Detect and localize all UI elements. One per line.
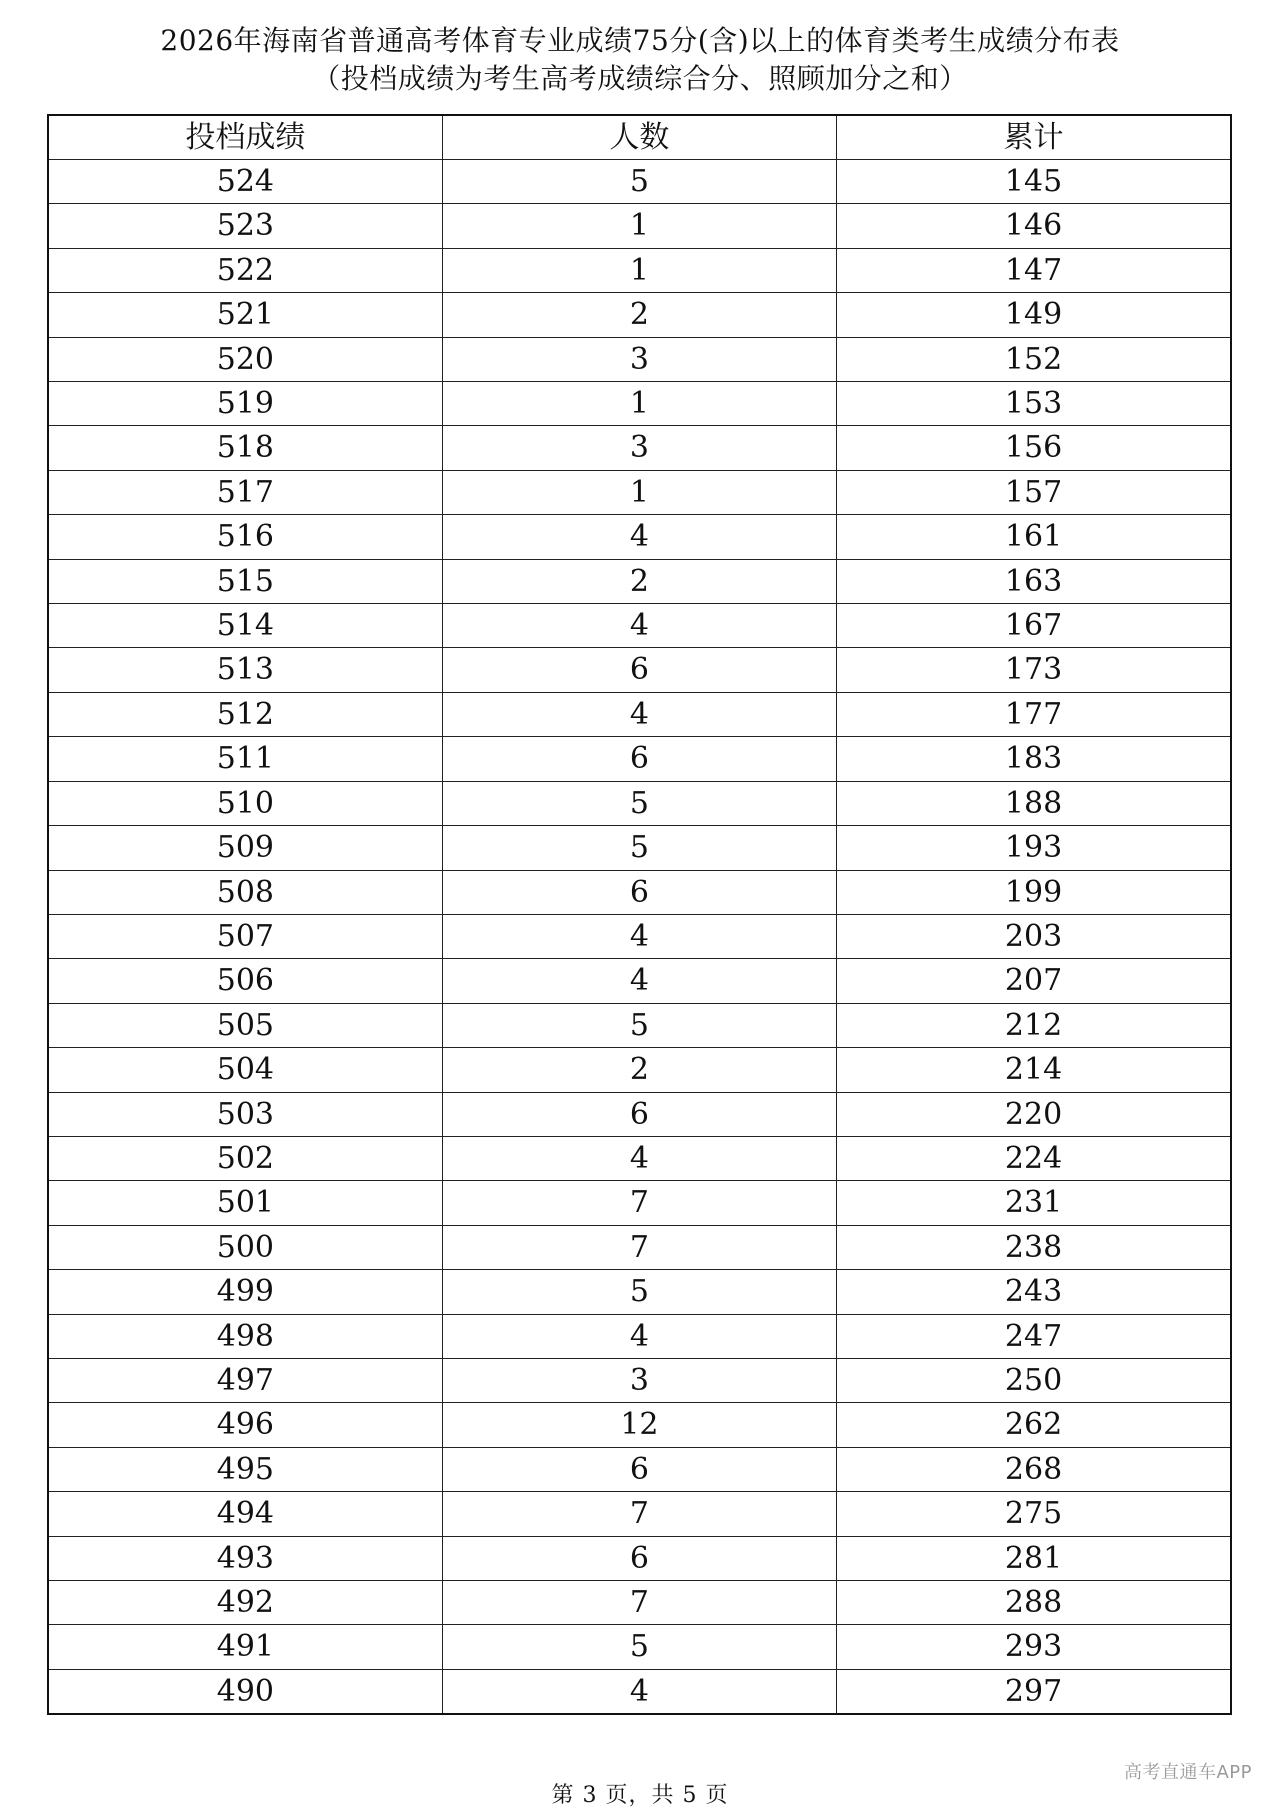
score-cell: 513 [48,648,442,692]
score-cell: 501 [48,1181,442,1225]
cumulative-cell: 153 [837,382,1231,426]
table-row [48,692,1231,736]
count-cell: 2 [442,293,836,337]
count-cell: 2 [442,1048,836,1092]
table-body [48,160,1231,1715]
cumulative-cell: 193 [837,826,1231,870]
cumulative-cell: 238 [837,1225,1231,1269]
count-cell: 5 [442,160,836,204]
cumulative-cell: 262 [837,1403,1231,1447]
table-row [48,737,1231,781]
score-cell: 522 [48,248,442,292]
cumulative-cell: 199 [837,870,1231,914]
count-cell: 12 [442,1403,836,1447]
cumulative-cell: 212 [837,1003,1231,1047]
cumulative-cell: 247 [837,1314,1231,1358]
score-cell: 490 [48,1669,442,1714]
table-row [48,914,1231,958]
count-cell: 3 [442,1358,836,1402]
score-cell: 500 [48,1225,442,1269]
score-cell: 503 [48,1092,442,1136]
score-cell: 497 [48,1358,442,1402]
cumulative-cell: 288 [837,1581,1231,1625]
table-row [48,559,1231,603]
count-cell: 6 [442,1447,836,1491]
cumulative-cell: 161 [837,515,1231,559]
count-cell: 3 [442,426,836,470]
table-row [48,1536,1231,1580]
score-cell: 504 [48,1048,442,1092]
score-cell: 520 [48,337,442,381]
count-cell: 1 [442,204,836,248]
score-cell: 495 [48,1447,442,1491]
cumulative-cell: 145 [837,160,1231,204]
cumulative-cell: 203 [837,914,1231,958]
cumulative-cell: 152 [837,337,1231,381]
document-header [0,22,1280,98]
table-row [48,826,1231,870]
cumulative-cell: 231 [837,1181,1231,1225]
score-cell: 510 [48,781,442,825]
table-row [48,426,1231,470]
count-cell: 7 [442,1225,836,1269]
cumulative-cell: 214 [837,1048,1231,1092]
count-cell: 4 [442,604,836,648]
cumulative-cell: 146 [837,204,1231,248]
score-distribution-table [47,114,1232,1715]
table-row [48,1181,1231,1225]
count-cell: 5 [442,1270,836,1314]
cumulative-cell: 149 [837,293,1231,337]
table-row [48,1136,1231,1180]
score-cell: 498 [48,1314,442,1358]
cumulative-cell: 268 [837,1447,1231,1491]
score-cell: 508 [48,870,442,914]
count-cell: 4 [442,692,836,736]
count-cell: 1 [442,382,836,426]
count-cell: 1 [442,248,836,292]
count-cell: 1 [442,470,836,514]
table-row [48,1048,1231,1092]
count-cell: 5 [442,1625,836,1669]
score-cell: 499 [48,1270,442,1314]
cumulative-cell: 157 [837,470,1231,514]
score-cell: 523 [48,204,442,248]
column-header-cumulative: 累计 [837,115,1231,160]
count-cell: 2 [442,559,836,603]
cumulative-cell: 297 [837,1669,1231,1714]
score-cell: 496 [48,1403,442,1447]
table-row [48,1447,1231,1491]
count-cell: 5 [442,1003,836,1047]
score-cell: 494 [48,1492,442,1536]
score-cell: 514 [48,604,442,648]
score-cell: 518 [48,426,442,470]
score-cell: 506 [48,959,442,1003]
score-cell: 511 [48,737,442,781]
count-cell: 3 [442,337,836,381]
cumulative-cell: 167 [837,604,1231,648]
count-cell: 7 [442,1181,836,1225]
count-cell: 7 [442,1492,836,1536]
score-cell: 509 [48,826,442,870]
count-cell: 4 [442,959,836,1003]
table-row [48,1314,1231,1358]
table-row [48,959,1231,1003]
table-row [48,1225,1231,1269]
page-number: 第 3 页，共 5 页 [551,1783,729,1808]
count-cell: 4 [442,914,836,958]
count-cell: 6 [442,1092,836,1136]
count-cell: 5 [442,781,836,825]
table-row [48,1092,1231,1136]
cumulative-cell: 183 [837,737,1231,781]
count-cell: 4 [442,515,836,559]
score-cell: 517 [48,470,442,514]
table-row [48,160,1231,204]
cumulative-cell: 220 [837,1092,1231,1136]
count-cell: 6 [442,870,836,914]
score-cell: 516 [48,515,442,559]
table-row [48,337,1231,381]
cumulative-cell: 163 [837,559,1231,603]
score-cell: 521 [48,293,442,337]
table-header-row [48,115,1231,160]
count-cell: 4 [442,1314,836,1358]
score-cell: 505 [48,1003,442,1047]
table-row [48,1581,1231,1625]
count-cell: 6 [442,648,836,692]
cumulative-cell: 224 [837,1136,1231,1180]
score-cell: 491 [48,1625,442,1669]
count-cell: 7 [442,1581,836,1625]
column-header-score: 投档成绩 [48,115,442,160]
cumulative-cell: 293 [837,1625,1231,1669]
cumulative-cell: 250 [837,1358,1231,1402]
count-cell: 5 [442,826,836,870]
score-cell: 519 [48,382,442,426]
table-row [48,1358,1231,1402]
app-watermark: 高考直通车APP [1123,1762,1252,1783]
table-row [48,1403,1231,1447]
table-row [48,1270,1231,1314]
table-row [48,293,1231,337]
cumulative-cell: 156 [837,426,1231,470]
score-cell: 502 [48,1136,442,1180]
table-row [48,781,1231,825]
table-row [48,870,1231,914]
table-row [48,1669,1231,1714]
document-subtitle: （投档成绩为考生高考成绩综合分、照顾加分之和） [312,62,968,95]
cumulative-cell: 147 [837,248,1231,292]
cumulative-cell: 207 [837,959,1231,1003]
document-title: 2026年海南省普通高考体育专业成绩75分(含)以上的体育类考生成绩分布表 [160,24,1120,57]
score-cell: 524 [48,160,442,204]
score-cell: 492 [48,1581,442,1625]
table-row [48,1625,1231,1669]
score-cell: 507 [48,914,442,958]
cumulative-cell: 173 [837,648,1231,692]
table-row [48,204,1231,248]
count-cell: 4 [442,1669,836,1714]
score-cell: 493 [48,1536,442,1580]
count-cell: 6 [442,1536,836,1580]
count-cell: 4 [442,1136,836,1180]
table-row [48,248,1231,292]
score-cell: 512 [48,692,442,736]
table-row [48,1003,1231,1047]
table-row [48,470,1231,514]
table-row [48,1492,1231,1536]
score-cell: 515 [48,559,442,603]
cumulative-cell: 275 [837,1492,1231,1536]
cumulative-cell: 177 [837,692,1231,736]
table-row [48,604,1231,648]
cumulative-cell: 243 [837,1270,1231,1314]
cumulative-cell: 281 [837,1536,1231,1580]
table-row [48,648,1231,692]
cumulative-cell: 188 [837,781,1231,825]
count-cell: 6 [442,737,836,781]
table-row [48,382,1231,426]
table-row [48,515,1231,559]
column-header-count: 人数 [442,115,836,160]
